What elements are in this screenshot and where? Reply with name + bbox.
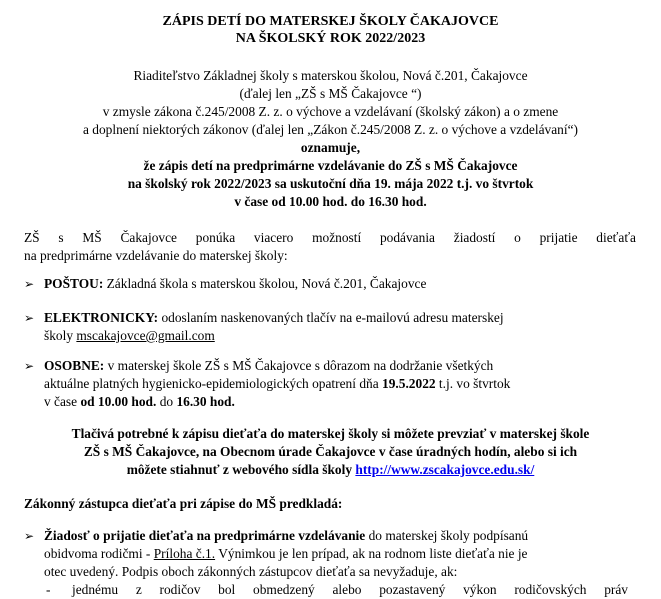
- personal-line-2-text: aktuálne platných hygienicko-epidemiologických opatrení dňa: [44, 376, 383, 391]
- arrow-bullet-icon: ➢: [24, 277, 35, 291]
- arrow-bullet-icon: ➢: [24, 529, 35, 543]
- email-link[interactable]: mscakajovce@gmail.com: [76, 328, 215, 343]
- option-post-text: Základná škola s materskou školou, Nová č.201, Čakajovce: [103, 276, 427, 291]
- legal-sub-item-1: jednému z rodičov bol obmedzený alebo pozastavený výkon rodičovských práv: [72, 582, 628, 597]
- personal-time-from: od 10.00 hod.: [80, 394, 157, 409]
- option-electronic-text: odoslaním naskenovaných tlačív na e-mailovú adresu materskej: [158, 310, 504, 325]
- appendix-1-link[interactable]: Príloha č.1.: [153, 546, 216, 561]
- personal-time-to: 16.30 hod.: [176, 394, 235, 409]
- notice-line-1: Tlačivá potrebné k zápisu dieťaťa do materskej školy si môžete prevziať v materskej škole: [71, 426, 590, 441]
- option-personal: [44, 358, 493, 374]
- option-personal-label: OSOBNE:: [44, 358, 105, 373]
- para-options-line-1: ZŠ s MŠ Čakajovce ponúka viacero možností podávania žiadostí o prijatie dieťaťa: [24, 230, 636, 245]
- intro-announce: oznamuje,: [300, 140, 361, 155]
- legal-item-text: do materskej školy podpísanú: [365, 528, 529, 543]
- title-line-2: NA ŠKOLSKÝ ROK 2022/2023: [235, 31, 426, 46]
- notice-line-3-text: môžete stiahnuť z webového sídla školy: [126, 462, 356, 477]
- intro-line-3: v zmysle zákona č.245/2008 Z. z. o výchove a vzdelávaní (školský zákon) a o zmene: [102, 104, 559, 119]
- option-post: [44, 276, 426, 292]
- email-prefix: školy: [44, 328, 77, 343]
- title-line-1: ZÁPIS DETÍ DO MATERSKEJ ŠKOLY ČAKAJOVCE: [162, 14, 499, 29]
- school-website-link[interactable]: http://www.zscakajovce.edu.sk/: [355, 462, 535, 477]
- legal-item: [44, 528, 528, 544]
- personal-date: 19.5.2022: [382, 376, 436, 391]
- option-electronic: [44, 310, 504, 326]
- legal-item-line-3: otec uvedený. Podpis oboch zákonných zástupcov dieťaťa sa nevyžaduje, ak:: [44, 564, 458, 579]
- option-post-label: POŠTOU:: [44, 276, 104, 291]
- personal-line-2-end: t.j. vo štvrtok: [435, 376, 511, 391]
- legal-item-line-2: [44, 546, 528, 562]
- option-personal-line-3: [44, 394, 235, 410]
- intro-line-1: Riaditeľstvo Základnej školy s materskou školou, Nová č.201, Čakajovce: [133, 68, 528, 83]
- legal-item-line-2-b: Výnimkou je len prípad, ak na rodnom liste dieťaťa nie je: [215, 546, 528, 561]
- arrow-bullet-icon: ➢: [24, 311, 35, 325]
- legal-item-bold: Žiadosť o prijatie dieťaťa na predprimárne vzdelávanie: [44, 528, 366, 543]
- intro-time: v čase od 10.00 hod. do 16.30 hod.: [234, 194, 427, 209]
- option-electronic-label: ELEKTRONICKY:: [44, 310, 159, 325]
- personal-time-prefix: v čase: [44, 394, 81, 409]
- option-electronic-line-2: [44, 328, 215, 344]
- intro-line-4: a doplnení niektorých zákonov (ďalej len „Zákon č.245/2008 Z. z. o výchove a vzdelávaní“): [82, 122, 578, 137]
- intro-line-2: (ďalej len „ZŠ s MŠ Čakajovce “): [239, 86, 422, 101]
- intro-line-6: že zápis detí na predprimárne vzdelávanie do ZŠ s MŠ Čakajovce: [143, 158, 518, 173]
- notice-line-3: [0, 462, 661, 478]
- notice-line-2: ZŠ s MŠ Čakajovce, na Obecnom úrade Čakajovce v čase úradných hodín, alebo si ich: [83, 444, 578, 459]
- legal-heading: Zákonný zástupca dieťaťa pri zápise do MŠ predkladá:: [24, 496, 343, 511]
- legal-item-line-2-a: obidvoma rodičmi -: [44, 546, 154, 561]
- option-personal-text: v materskej škole ZŠ s MŠ Čakajovce s dôrazom na dodržanie všetkých: [104, 358, 494, 373]
- intro-line-7: na školský rok 2022/2023 sa uskutoční dňa 19. mája 2022 t.j. vo štvrtok: [127, 176, 534, 191]
- arrow-bullet-icon: ➢: [24, 359, 35, 373]
- para-options-line-2: na predprimárne vzdelávanie do materskej školy:: [24, 248, 288, 263]
- dash-bullet: -: [46, 582, 51, 597]
- option-personal-line-2: [44, 376, 510, 392]
- personal-time-to-word: do: [156, 394, 177, 409]
